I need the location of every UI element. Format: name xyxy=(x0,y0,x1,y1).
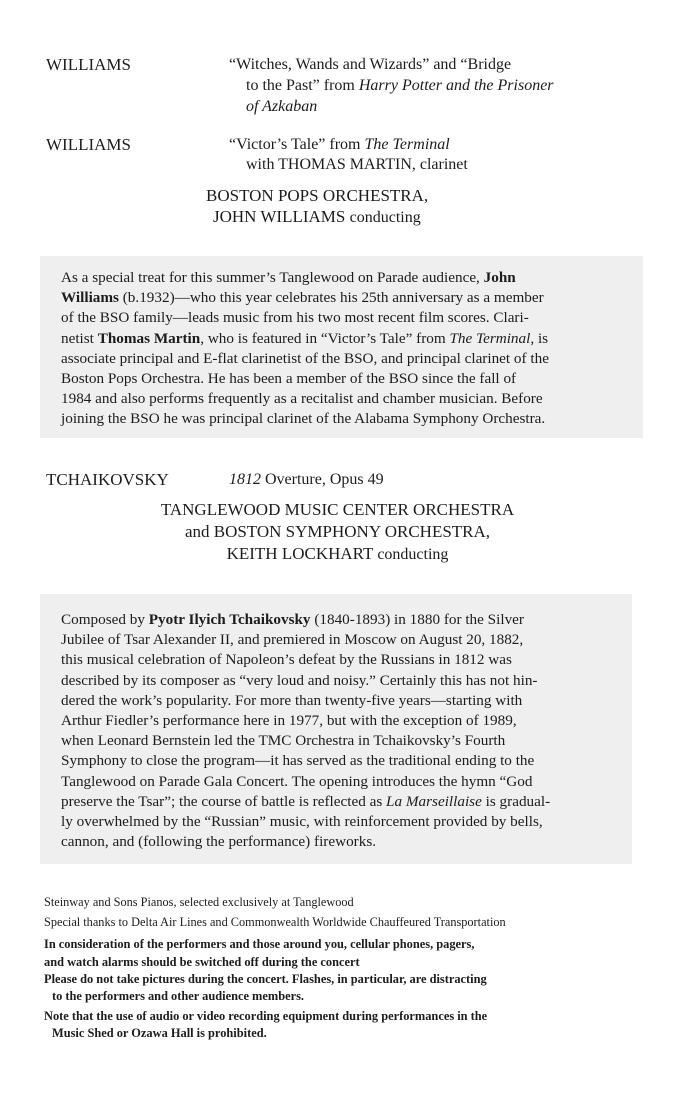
note-line: netist Thomas Martin, who is featured in “Victor’s Tale” from The Terminal, is xyxy=(61,329,549,347)
conducting-label: conducting xyxy=(349,209,421,226)
note-line: when Leonard Bernstein led the TMC Orchestra in Tchaikovsky’s Fourth xyxy=(61,732,506,750)
work-text: Overture, Opus 49 xyxy=(261,471,384,488)
orchestra-name-tmc: TANGLEWOOD MUSIC CENTER ORCHESTRA xyxy=(160,500,515,519)
work-title-line xyxy=(246,76,554,96)
phones-notice-line1: In consideration of the performers and those around you, cellular phones, pagers, xyxy=(44,937,475,951)
note-line: joining the BSO he was principal clarinet of the Alabama Symphony Orchestra. xyxy=(61,410,546,428)
conductor-line xyxy=(0,544,675,565)
soloist-instrument: clarinet xyxy=(419,156,468,173)
steinway-credit: Steinway and Sons Pianos, selected exclusively at Tanglewood xyxy=(44,895,354,909)
note-line: Jubilee of Tsar Alexander II, and premiered in Moscow on August 20, 1882, xyxy=(61,631,524,649)
note-line: described by its composer as “very loud and noisy.” Certainly this has not hin- xyxy=(61,671,538,689)
composer-williams-2: WILLIAMS xyxy=(46,135,131,154)
conductor-line xyxy=(213,207,421,228)
work-title-line xyxy=(246,97,317,117)
note-line: 1984 and also performs frequently as a recitalist and chamber musician. Before xyxy=(61,390,543,408)
work-title-line xyxy=(229,470,384,490)
sponsor-thanks: Special thanks to Delta Air Lines and Commonwealth Worldwide Chauffeured Transportation xyxy=(44,915,506,929)
program-note-tchaikovsky xyxy=(61,610,550,852)
note-line: ly overwhelmed by the “Russian” music, with reinforcement provided by bells, xyxy=(61,813,543,831)
phones-notice-line2: and watch alarms should be switched off during the concert xyxy=(44,955,360,969)
work-title-line xyxy=(229,135,450,155)
work-text: “Victor’s Tale” from xyxy=(229,136,365,153)
work-italic: 1812 xyxy=(229,471,261,488)
note-line: cannon, and (following the performance) fireworks. xyxy=(61,833,377,851)
name-thomas-martin: Thomas Martin xyxy=(97,329,201,347)
work-text: “Witches, Wands and Wizards” and “Bridge xyxy=(229,56,512,73)
name-john-williams: John xyxy=(483,269,516,286)
note-line: Symphony to close the program—it has served as the traditional ending to the xyxy=(61,752,535,770)
orchestra-name-bso: and BOSTON SYMPHONY ORCHESTRA, xyxy=(184,522,491,541)
work-text: to the Past” from xyxy=(246,77,359,94)
note-line: dered the work’s popularity. For more than twenty-five years—starting with xyxy=(61,691,523,709)
film-title: Harry Potter and the Prisoner xyxy=(358,77,554,94)
pictures-notice-line1: Please do not take pictures during the concert. Flashes, in particular, are distracting xyxy=(44,972,487,986)
composer-tchaikovsky: TCHAIKOVSKY xyxy=(46,470,169,489)
name-tchaikovsky: Pyotr Ilyich Tchaikovsky xyxy=(148,611,311,628)
note-line: Williams (b.1932)—who this year celebrates his 25th anniversary as a member xyxy=(61,289,544,307)
composer-williams-1: WILLIAMS xyxy=(46,55,131,74)
soloist-name: with THOMAS MARTIN, xyxy=(246,156,420,173)
film-title: of Azkaban xyxy=(246,98,318,115)
pictures-notice-line2: to the performers and other audience members. xyxy=(52,989,305,1003)
note-line: Boston Pops Orchestra. He has been a member of the BSO since the fall of xyxy=(61,370,517,388)
conductor-name: JOHN WILLIAMS xyxy=(213,207,346,226)
conductor-name: KEITH LOCKHART xyxy=(226,544,374,563)
soloist-line xyxy=(246,155,468,175)
work-title-line xyxy=(229,55,511,75)
film-title: The Terminal xyxy=(364,136,450,153)
program-note-williams xyxy=(61,268,549,430)
orchestra-name: BOSTON POPS ORCHESTRA, xyxy=(206,186,429,205)
note-line: associate principal and E-flat clarinetist of the BSO, and principal clarinet of the xyxy=(61,349,549,367)
note-line: of the BSO family—leads music from his two most recent film scores. Clari- xyxy=(61,309,529,327)
note-line: preserve the Tsar”; the course of battle is reflected as La Marseillaise is gradual- xyxy=(61,792,551,810)
note-line: Tanglewood on Parade Gala Concert. The opening introduces the hymn “God xyxy=(61,772,533,790)
recording-notice-line2: Music Shed or Ozawa Hall is prohibited. xyxy=(52,1026,267,1040)
note-line: Composed by Pyotr Ilyich Tchaikovsky (1840-1893) in 1880 for the Silver xyxy=(61,611,524,628)
recording-notice-line1: Note that the use of audio or video recording equipment during performances in the xyxy=(44,1009,488,1023)
note-line: this musical celebration of Napoleon’s defeat by the Russians in 1812 was xyxy=(61,651,512,669)
note-line: Arthur Fiedler’s performance here in 1977, but with the exception of 1989, xyxy=(61,712,517,730)
conducting-label: conducting xyxy=(377,546,449,563)
note-line: As a special treat for this summer’s Tanglewood on Parade audience, John xyxy=(61,269,516,286)
